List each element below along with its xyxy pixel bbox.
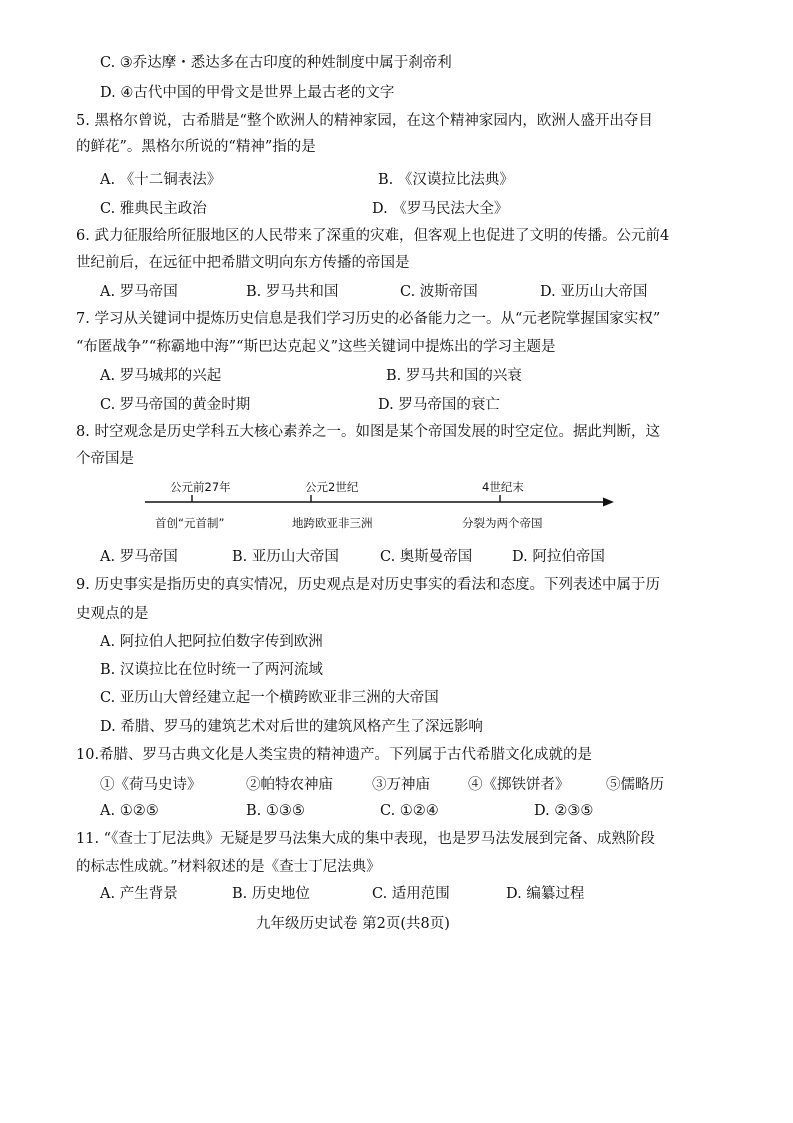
q10-option-c: C. ①②④ (380, 803, 439, 819)
q11-option-a: A. 产生背景 (100, 886, 178, 902)
q8-option-a: A. 罗马帝国 (100, 549, 178, 565)
q10-item-4: ④《掷铁饼者》 (468, 777, 570, 793)
timeline-bottom-label-1: 首创“元首制” (155, 516, 225, 530)
q11-stem-line2: 的标志性成就。”材料叙述的是《查士丁尼法典》 (76, 859, 381, 875)
q9-option-b: B. 汉谟拉比在位时统一了两河流域 (100, 662, 323, 678)
q11-stem-line1: 11. “《查士丁尼法典》无疑是罗马法集大成的集中表现，也是罗马法发展到完备、成熟阶段 (76, 831, 655, 847)
q7-option-b: B. 罗马共和国的兴衰 (386, 368, 522, 384)
q9-option-d: D. 希腊、罗马的建筑艺术对后世的建筑风格产生了深远影响 (100, 719, 483, 735)
q7-option-a: A. 罗马城邦的兴起 (100, 368, 222, 384)
q7-stem-line2: “布匿战争”“称霸地中海”“斯巴达克起义”这些关键词中提炼出的学习主题是 (76, 339, 556, 355)
q7-option-d: D. 罗马帝国的衰亡 (378, 397, 500, 413)
q4-option-d: D. ④古代中国的甲骨文是世界上最古老的文字 (100, 85, 395, 101)
timeline-bottom-label-2: 地跨欧亚非三洲 (292, 516, 373, 530)
q6-option-a: A. 罗马帝国 (100, 284, 178, 300)
q6-option-d: D. 亚历山大帝国 (540, 284, 648, 300)
timeline-top-label-2: 公元2世纪 (305, 480, 359, 494)
q5-option-c: C. 雅典民主政治 (100, 201, 207, 217)
q11-option-d: D. 编纂过程 (506, 886, 585, 902)
q5-option-a: A. 《十二铜表法》 (100, 172, 222, 188)
q11-option-b: B. 历史地位 (232, 886, 310, 902)
q8-stem-line2: 个帝国是 (76, 451, 134, 467)
q7-stem-line1: 7. 学习从关键词中提炼历史信息是我们学习历史的必备能力之一。从“元老院掌握国家实权” (76, 311, 661, 327)
q5-stem-line1: 5. 黑格尔曾说，古希腊是“整个欧洲人的精神家园，在这个精神家园内，欧洲人盛开出夺目 (76, 113, 653, 129)
timeline-bottom-label-3: 分裂为两个帝国 (462, 516, 543, 530)
q8-option-c: C. 奥斯曼帝国 (380, 549, 473, 565)
timeline-arrow-head (603, 498, 614, 507)
q8-option-d: D. 阿拉伯帝国 (512, 549, 605, 565)
q4-option-c: C. ③乔达摩・悉达多在古印度的种姓制度中属于刹帝利 (100, 55, 452, 71)
q10-item-3: ③万神庙 (372, 777, 430, 793)
q10-item-2: ②帕特农神庙 (246, 777, 333, 793)
q10-option-a: A. ①②⑤ (100, 803, 159, 819)
q5-option-d: D. 《罗马民法大全》 (372, 201, 509, 217)
q6-option-b: B. 罗马共和国 (246, 284, 339, 300)
q8-option-b: B. 亚历山大帝国 (232, 549, 339, 565)
q9-stem-line1: 9. 历史事实是指历史的真实情况，历史观点是对历史事实的看法和态度。下列表述中属于历 (76, 577, 660, 593)
timeline-top-label-3: 4世纪末 (482, 480, 524, 494)
q11-option-c: C. 适用范围 (372, 886, 450, 902)
q9-stem-line2: 史观点的是 (76, 606, 149, 622)
q10-stem: 10.希腊、罗马古典文化是人类宝贵的精神遗产。下列属于古代希腊文化成就的是 (76, 747, 593, 763)
q10-option-b: B. ①③⑤ (246, 803, 305, 819)
q6-stem-line2: 世纪前后，在远征中把希腊文明向东方传播的帝国是 (76, 255, 410, 271)
q7-option-c: C. 罗马帝国的黄金时期 (100, 397, 251, 413)
timeline-top-label-1: 公元前27年 (170, 480, 231, 494)
q5-stem-line2: 的鲜花”。黑格尔所说的“精神”指的是 (76, 139, 316, 155)
page-footer: 九年级历史试卷 第2页(共8页) (256, 916, 450, 932)
q10-option-d: D. ②③⑤ (534, 803, 594, 819)
q6-option-c: C. 波斯帝国 (400, 284, 478, 300)
q5-option-b: B. 《汉谟拉比法典》 (378, 172, 514, 188)
q10-item-1: ①《荷马史诗》 (100, 777, 202, 793)
q9-option-c: C. 亚历山大曾经建立起一个横跨欧亚非三洲的大帝国 (100, 690, 439, 706)
q8-stem-line1: 8. 时空观念是历史学科五大核心素养之一。如图是某个帝国发展的时空定位。据此判断，这 (76, 424, 660, 440)
q10-item-5: ⑤儒略历 (606, 777, 664, 793)
q6-stem-line1: 6. 武力征服给所征服地区的人民带来了深重的灾难，但客观上也促进了文明的传播。公元前4 (76, 228, 670, 244)
q9-option-a: A. 阿拉伯人把阿拉伯数字传到欧洲 (100, 634, 323, 650)
